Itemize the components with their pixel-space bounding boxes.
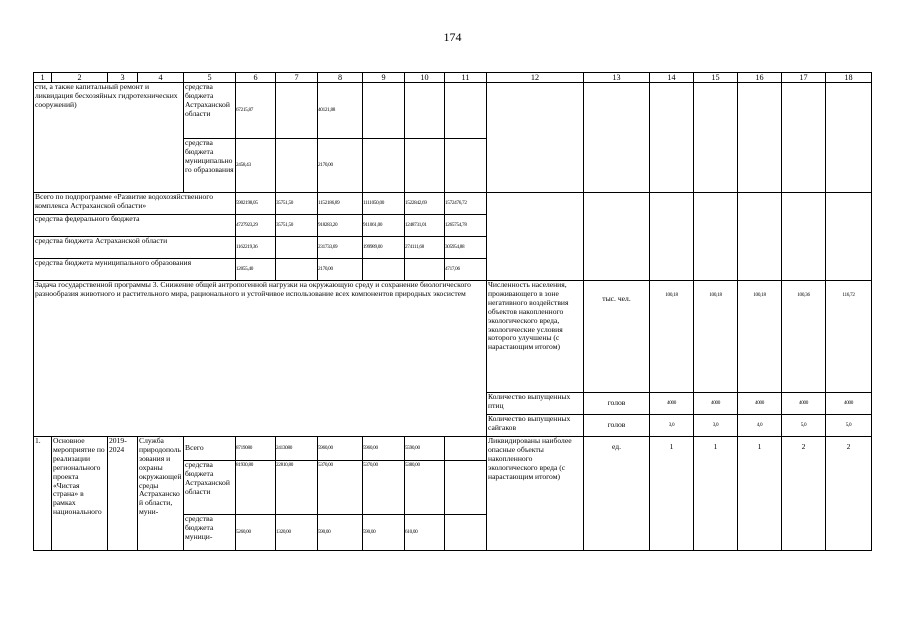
table-row	[34, 281, 872, 393]
cell-value: 1320,00	[276, 515, 318, 551]
cell-value: 1248731,01	[405, 215, 445, 237]
cell-value: 8719080	[236, 437, 276, 461]
cell-value: 35751,50	[276, 193, 318, 215]
cell-value: 5370,00	[318, 461, 363, 515]
cell-value: 5960,00	[363, 437, 405, 461]
col-header: 9	[363, 73, 405, 83]
col-header: 3	[108, 73, 138, 83]
indicator-value: 4000	[650, 393, 694, 415]
cell-value: 590,00	[318, 515, 363, 551]
indicator-value: 100,18	[650, 281, 694, 393]
indicator-value: 1	[738, 437, 782, 551]
cell-value	[276, 237, 318, 259]
indicator-value: 5,0	[826, 415, 872, 437]
cell-value: 1572476,72	[445, 193, 487, 215]
indicator-value: 1	[694, 437, 738, 551]
indicator-value: 100,36	[782, 281, 826, 393]
cell-value: 590,00	[363, 515, 405, 551]
activity-name: Основное мероприятие по реализации регионального проекта «Чистая страна» в рамках национального	[52, 437, 108, 551]
funding-source: средства бюджета муници-	[184, 515, 236, 551]
indicator-unit: голов	[584, 393, 650, 415]
cell-value: 1162219,36	[236, 237, 276, 259]
cell-value: 12055,40	[236, 259, 276, 281]
program-table	[33, 72, 872, 551]
activity-number: 1.	[34, 437, 52, 551]
table-row	[34, 437, 872, 461]
cell-value	[276, 259, 318, 281]
cell-value	[405, 259, 445, 281]
indicator-unit: голов	[584, 415, 650, 437]
col-header: 15	[694, 73, 738, 83]
cell-value: 1265754,78	[445, 215, 487, 237]
cell-value: 22810,80	[276, 461, 318, 515]
total-label: средства бюджета Астраханской области	[34, 237, 236, 259]
indicator-value: 116,72	[826, 281, 872, 393]
table-row	[34, 83, 872, 139]
col-header: 5	[184, 73, 236, 83]
cell-value: 35751,50	[276, 215, 318, 237]
cell-value	[363, 259, 405, 281]
activity-executor: Служба природопользования и охраны окружающей среды Астраханской области, муни-	[138, 437, 184, 551]
indicator-value: 2	[826, 437, 872, 551]
funding-source: средства бюджета Астраханской области	[184, 83, 236, 139]
cell-value: 4727923,29	[236, 215, 276, 237]
cell-value: 5370,00	[363, 461, 405, 515]
col-header: 4	[138, 73, 184, 83]
indicator-value: 4000	[782, 393, 826, 415]
col-header: 11	[445, 73, 487, 83]
cell-value: 911061,00	[363, 215, 405, 237]
indicator-value: 4000	[826, 393, 872, 415]
indicator-unit: тыс. чел.	[584, 281, 650, 393]
col-header: 18	[826, 73, 872, 83]
cell-value: 40121,88	[318, 83, 363, 139]
col-header: 2	[52, 73, 108, 83]
funding-source: Всего	[184, 437, 236, 461]
total-label: средства бюджета муниципального образования	[34, 259, 236, 281]
activity-years: 2019-2024	[108, 437, 138, 551]
page-number: 174	[443, 30, 462, 44]
indicator-value: 100,18	[738, 281, 782, 393]
cell-value: 5260,00	[236, 515, 276, 551]
total-label: Всего по подпрограмме «Развитие водохозяйственного комплекса Астраханской области»	[34, 193, 236, 215]
col-header: 14	[650, 73, 694, 83]
cell-value: 5380,00	[405, 461, 445, 515]
funding-source: средства бюджета Астраханской области	[184, 461, 236, 515]
cell-value: 918283,20	[318, 215, 363, 237]
cell-value: 305954,88	[445, 237, 487, 259]
col-header: 8	[318, 73, 363, 83]
indicator-name: Численность населения, проживающего в зоне негативного воздействия объектов накопленного экологического вреда, экологические условия которого улучшены (с нарастающим итогом)	[487, 281, 584, 393]
column-header-row	[34, 73, 872, 83]
funding-source: средства бюджета муниципального образования	[184, 139, 236, 193]
cell-value: 5590,00	[405, 437, 445, 461]
cell-value: 67215,87	[236, 83, 276, 139]
cell-value: 231733,69	[318, 237, 363, 259]
col-header: 17	[782, 73, 826, 83]
cell-value: 610,00	[405, 515, 445, 551]
indicator-value: 3,0	[650, 415, 694, 437]
total-label: средства федерального бюджета	[34, 215, 236, 237]
cell-value: 1111050,00	[363, 193, 405, 215]
indicator-value: 4000	[738, 393, 782, 415]
col-header: 6	[236, 73, 276, 83]
indicator-value: 2	[782, 437, 826, 551]
cell-value: 2170,00	[318, 259, 363, 281]
col-header: 7	[276, 73, 318, 83]
indicator-value: 5,0	[782, 415, 826, 437]
cell-value: 2170,00	[318, 139, 363, 193]
cell-value: 5960,00	[318, 437, 363, 461]
indicator-unit: ед.	[584, 437, 650, 551]
col-header: 13	[584, 73, 650, 83]
cell-value: 1522842,69	[405, 193, 445, 215]
indicator-value: 100,18	[694, 281, 738, 393]
cell-value: 274111,68	[405, 237, 445, 259]
col-header: 12	[487, 73, 584, 83]
table-row	[34, 193, 872, 215]
task-text: Задача государственной программы 3. Снижение общей антропогенной нагрузки на окружающую среду и сохранение биологического разнообразия животного и растительного мира, рационального и устойчивое использование всех компонентов природных экосистем	[34, 281, 487, 437]
cell-value: 2413080	[276, 437, 318, 461]
cell-value: 5902198,05	[236, 193, 276, 215]
col-header: 16	[738, 73, 782, 83]
indicator-value: 4,0	[738, 415, 782, 437]
cell-value: 2458,43	[236, 139, 276, 193]
cell-value: 4717,06	[445, 259, 487, 281]
cell-value: 1152186,89	[318, 193, 363, 215]
indicator-value: 3,0	[694, 415, 738, 437]
indicator-name: Количество выпущенных сайгаков	[487, 415, 584, 437]
indicator-value: 1	[650, 437, 694, 551]
activity-title: сти, а также капитальный ремонт и ликвидация бесхозяйных гидротехнических сооружений)	[34, 83, 184, 193]
col-header: 1	[34, 73, 52, 83]
cell-value: 199989,00	[363, 237, 405, 259]
col-header: 10	[405, 73, 445, 83]
indicator-value: 4000	[694, 393, 738, 415]
cell-value: 81930,80	[236, 461, 276, 515]
indicator-name: Ликвидированы наиболее опасные объекты накопленного экологического вреда (с нарастающим итогом)	[487, 437, 584, 551]
indicator-name: Количество выпущенных птиц	[487, 393, 584, 415]
